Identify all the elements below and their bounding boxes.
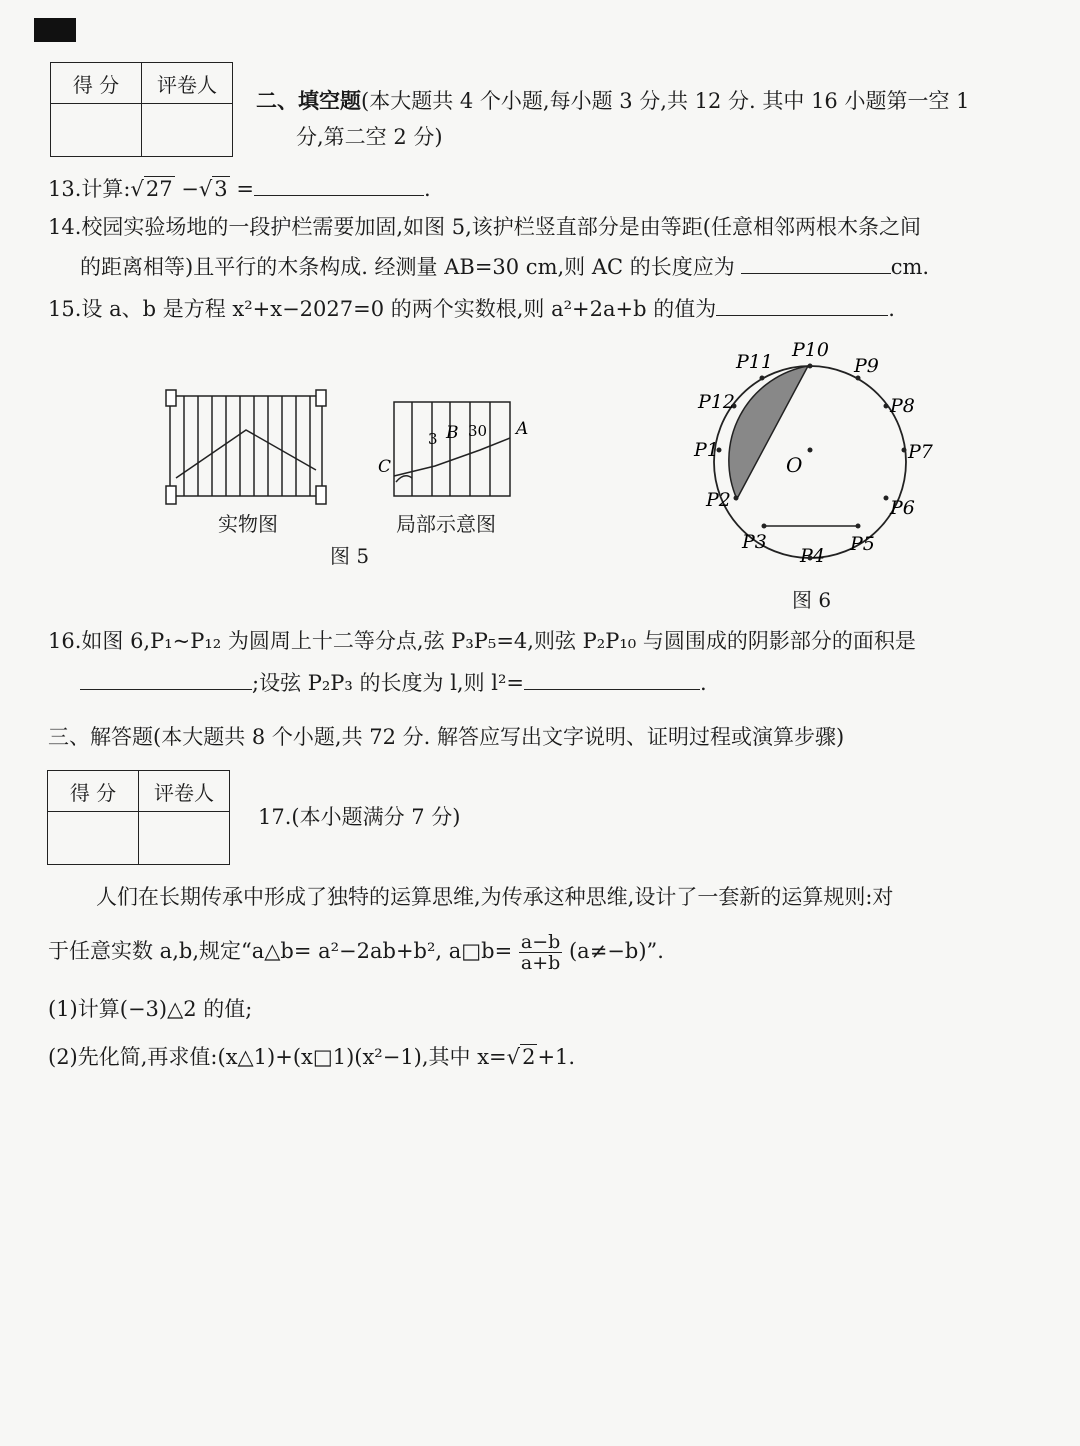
label-P12: P12 [698,391,735,413]
q16-text: ;设弦 P₂P₃ 的长度为 l,则 l²= [252,671,524,695]
grader-cell [142,104,233,157]
label-P4: P4 [800,545,825,567]
q17-fraction [519,932,562,973]
question-16-line2 [80,668,707,698]
shaded-segment [729,366,808,499]
label-P11: P11 [736,351,773,373]
q15-answer-blank[interactable] [716,295,888,316]
redaction-mark [34,18,76,42]
fence-detail-drawing [394,402,510,496]
q17-rule-text: 于任意实数 a,b,规定“a△b= a²−2ab+b², a□b= [48,939,513,963]
label-P9: P9 [854,355,879,377]
q17-rule-end: (a≠−b)”. [568,939,664,963]
label-30: 30 [468,422,488,440]
label-P1: P1 [694,439,719,461]
q13-prefix: 13.计算: [48,177,131,201]
q16-answer-blank-1[interactable] [80,669,252,690]
q17-radicand: 2 [522,1045,536,1069]
section2-desc-1: (本大题共 4 个小题,每小题 3 分,共 12 分. 其中 16 小题第一空 1 [361,89,970,113]
section2-desc-2: 分,第二空 2 分) [296,125,443,149]
q13-radicand-1: 27 [145,177,173,201]
label-A: A [516,419,529,439]
fig5-caption-left: 实物图 [218,512,278,536]
q14-answer-blank[interactable] [741,253,891,274]
q16-end: . [700,671,707,695]
label-C: C [378,457,392,477]
question-13: 13.计算:√27 −√3 = . [48,177,431,201]
label-3: 3 [428,430,438,448]
score-header: 得 分 [51,63,142,104]
section2-heading-line [256,86,970,116]
score-table-section3 [47,770,230,865]
q17-title: 17.(本小题满分 7 分) [258,805,461,829]
q17-para2 [48,932,664,973]
label-P8: P8 [890,395,915,417]
q17-part2: (2)先化简,再求值:(x△1)+(x□1)(x²−1),其中 x=√2+1. [48,1045,576,1069]
q13-minus: − [181,177,199,201]
fig6-caption: 图 6 [792,588,832,612]
score-cell [48,812,139,865]
fig5-caption-right: 局部示意图 [396,512,496,536]
score-header: 得 分 [48,771,139,812]
fraction-numerator: a−b [520,931,561,953]
score-table-section2 [50,62,233,157]
center-dot [808,448,813,453]
section3-heading: 三、解答题(本大题共 8 个小题,共 72 分. 解答应写出文字说明、证明过程或演算步骤) [48,725,845,749]
q17-part1: (1)计算(−3)△2 的值; [48,997,253,1021]
grader-header: 评卷人 [139,771,230,812]
fraction-denominator: a+b [520,952,561,974]
q17-para1: 人们在长期传承中形成了独特的运算思维,为传承这种思维,设计了一套新的运算规则:对 [96,885,894,909]
label-P3: P3 [742,531,767,553]
label-B: B [446,423,459,443]
label-P10: P10 [792,339,829,361]
q15-end: . [888,297,895,321]
q15-text: 15.设 a、b 是方程 x²+x−2027=0 的两个实数根,则 a²+2a+b 的值为 [48,297,717,321]
q14-unit: cm. [890,255,930,279]
q13-end: . [423,177,431,201]
figure-5 [150,378,540,528]
figure-6 [690,338,940,578]
section2-heading: 二、填空题 [256,88,361,113]
score-cell [51,104,142,157]
fence-photo-drawing [166,390,326,504]
grader-header: 评卷人 [142,63,233,104]
question-15 [48,294,895,324]
label-P2: P2 [706,489,731,511]
q13-radicand-2: 3 [214,177,228,201]
q17-part2-end: +1. [537,1045,576,1069]
q16-answer-blank-2[interactable] [524,669,700,690]
q13-equals: = [236,177,254,201]
label-P5: P5 [850,533,875,555]
fig5-caption: 图 5 [330,544,370,568]
label-P7: P7 [908,441,933,463]
q13-answer-blank[interactable] [254,175,424,196]
question-14-line2 [80,252,929,282]
q17-part2-text: (2)先化简,再求值:(x△1)+(x□1)(x²−1),其中 x= [48,1045,507,1069]
grader-cell [139,812,230,865]
label-P6: P6 [890,497,915,519]
question-16-line1: 16.如图 6,P₁~P₁₂ 为圆周上十二等分点,弦 P₃P₅=4,则弦 P₂P₁₀ 与圆围成的阴影部分的面积是 [48,629,916,653]
center-label: O [786,453,803,477]
question-14-line1: 14.校园实验场地的一段护栏需要加固,如图 5,该护栏竖直部分是由等距(任意相邻两根木条之间 [48,215,921,239]
q14-text: 的距离相等)且平行的木条构成. 经测量 AB=30 cm,则 AC 的长度应为 [80,255,735,279]
